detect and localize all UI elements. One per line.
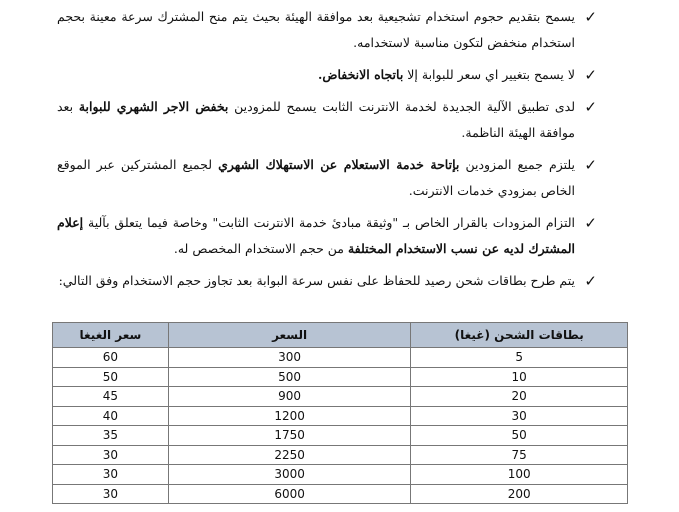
- table-cell: 200: [411, 484, 628, 504]
- checkmark-icon: ✓: [584, 8, 597, 26]
- table-cell: 40: [53, 406, 169, 426]
- table-cell: 35: [53, 426, 169, 446]
- text-segment: يتم طرح بطاقات شحن رصيد للحفاظ على نفس سرعة البوابة بعد تجاوز حجم الاستخدام وفق التالي:: [58, 273, 575, 288]
- checkmark-icon: ✓: [584, 156, 597, 174]
- bullet-text: [57, 210, 575, 262]
- table-row: [53, 367, 628, 387]
- text-segment: بعد موافقة الهيئة الناظمة.: [57, 99, 575, 140]
- table-cell: 2250: [168, 445, 411, 465]
- table-row: [53, 406, 628, 426]
- table-cell: 1200: [168, 406, 411, 426]
- bullet-item: [57, 152, 597, 204]
- checkmark-icon: ✓: [584, 272, 597, 290]
- bullet-item: [57, 210, 597, 262]
- bold-text-segment: إعلام المشترك لديه عن نسب الاستخدام المختلفة: [57, 215, 575, 256]
- table-row: [53, 348, 628, 368]
- text-segment: التزام المزودات بالقرار الخاص بـ "وثيقة مبادئ خدمة الانترنت الثابت" وخاصة فيما يتعلق بآلية: [83, 215, 575, 230]
- table-cell: 900: [168, 387, 411, 407]
- bullet-item: [57, 4, 597, 56]
- table-cell: 6000: [168, 484, 411, 504]
- text-segment: يسمح بتقديم حجوم استخدام تشجيعية بعد موافقة الهيئة بحيث يتم منح المشترك سرعة معينة بحجم استخدام منخفض لتكون مناسبة لاستخدامه.: [57, 9, 575, 50]
- table-cell: 30: [53, 465, 169, 485]
- bullet-text: [57, 152, 575, 204]
- table-row: [53, 445, 628, 465]
- text-segment: لجميع المشتركين عبر الموقع الخاص بمزودي خدمات الانترنت.: [57, 157, 575, 198]
- table-cell: 1750: [168, 426, 411, 446]
- table-cell: 45: [53, 387, 169, 407]
- table-cell: 30: [411, 406, 628, 426]
- bold-text-segment: باتجاه الانخفاض.: [318, 67, 404, 82]
- table-cell: 500: [168, 367, 411, 387]
- text-segment: يلتزم جميع المزودين: [459, 157, 576, 172]
- table-header-row: [53, 323, 628, 348]
- checkmark-icon: ✓: [584, 98, 597, 116]
- table-cell: 60: [53, 348, 169, 368]
- table-cell: 100: [411, 465, 628, 485]
- bullet-text: [57, 268, 575, 294]
- table-row: [53, 426, 628, 446]
- bullet-item: [57, 62, 597, 88]
- bullet-text: [57, 4, 575, 56]
- bullet-item: [57, 94, 597, 146]
- bullet-item: [57, 268, 597, 294]
- table-cell: 50: [53, 367, 169, 387]
- table-row: [53, 387, 628, 407]
- recharge-cards-table: [52, 322, 628, 504]
- table-cell: 20: [411, 387, 628, 407]
- table-cell: 10: [411, 367, 628, 387]
- table-cell: 3000: [168, 465, 411, 485]
- bullet-list: [57, 4, 597, 300]
- checkmark-icon: ✓: [584, 66, 597, 84]
- column-header: السعر: [168, 323, 411, 348]
- table-row: [53, 465, 628, 485]
- table-cell: 30: [53, 445, 169, 465]
- text-segment: لدى تطبيق الآلية الجديدة لخدمة الانترنت الثابت يسمح للمزودين: [228, 99, 575, 114]
- table-cell: 75: [411, 445, 628, 465]
- table-cell: 30: [53, 484, 169, 504]
- table-cell: 300: [168, 348, 411, 368]
- bold-text-segment: بإتاحة خدمة الاستعلام عن الاستهلاك الشهري: [218, 157, 460, 172]
- bullet-text: [57, 94, 575, 146]
- checkmark-icon: ✓: [584, 214, 597, 232]
- bullet-text: [57, 62, 575, 88]
- column-header: بطاقات الشحن (غيغا): [411, 323, 628, 348]
- text-segment: من حجم الاستخدام المخصص له.: [173, 241, 348, 256]
- text-segment: لا يسمح بتغيير اي سعر للبوابة إلا: [403, 67, 575, 82]
- bold-text-segment: بخفض الاجر الشهري للبوابة: [78, 99, 229, 114]
- column-header: سعر الغيغا: [53, 323, 169, 348]
- table-cell: 50: [411, 426, 628, 446]
- table-row: [53, 484, 628, 504]
- table-cell: 5: [411, 348, 628, 368]
